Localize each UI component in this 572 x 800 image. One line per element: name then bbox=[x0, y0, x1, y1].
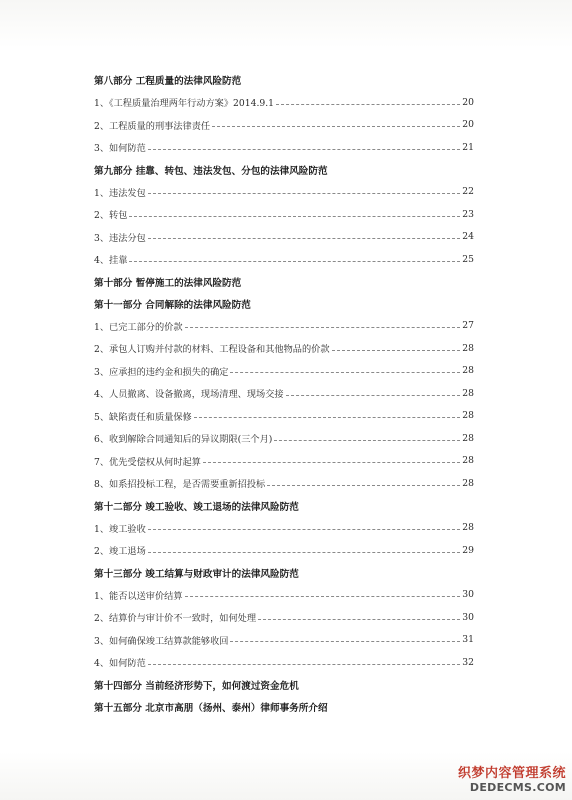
watermark-title: 织梦内容管理系统 bbox=[457, 766, 566, 781]
dot-leader bbox=[148, 529, 460, 530]
toc-entry-page-number: 32 bbox=[462, 656, 474, 668]
toc-entry-label: 8、如系招投标工程，是否需要重新招投标 bbox=[94, 479, 266, 490]
toc-entry bbox=[94, 587, 474, 603]
toc-entry bbox=[94, 408, 474, 424]
section-heading: 第十五部分 北京市高朋（扬州、泰州）律师事务所介绍 bbox=[94, 702, 328, 714]
dot-leader bbox=[148, 193, 460, 194]
toc-entry-page-number: 20 bbox=[462, 96, 474, 108]
section-heading: 第十三部分 竣工结算与财政审计的法律风险防范 bbox=[94, 568, 299, 580]
toc-entry-label: 3、如何防范 bbox=[94, 143, 146, 154]
toc-entry-label: 6、收到解除合同通知后的异议期限(三个月) bbox=[94, 434, 273, 445]
toc-entry bbox=[94, 520, 474, 536]
toc-entry-page-number: 28 bbox=[462, 432, 474, 444]
toc-entry-page-number: 22 bbox=[462, 186, 474, 197]
dot-leader bbox=[258, 619, 460, 620]
dot-leader bbox=[129, 261, 460, 262]
dot-leader bbox=[286, 395, 460, 396]
toc-entry bbox=[94, 363, 474, 379]
toc-entry-page-number: 27 bbox=[462, 320, 474, 331]
toc-entry-page-number: 28 bbox=[462, 455, 474, 466]
section-heading: 第十四部分 当前经济形势下，如何渡过资金危机 bbox=[94, 680, 299, 692]
toc-entry bbox=[94, 453, 474, 469]
toc-entry-page-number: 30 bbox=[462, 589, 474, 600]
dot-leader bbox=[148, 238, 460, 239]
toc-entry-label: 1、违法发包 bbox=[94, 187, 146, 199]
toc-entry-label: 1、能否以送审价结算 bbox=[94, 590, 183, 602]
toc-entry bbox=[94, 385, 474, 401]
toc-entry bbox=[94, 184, 474, 200]
toc-entry-label: 2、结算价与审计价不一致时，如何处理 bbox=[94, 613, 257, 624]
toc-entry bbox=[94, 251, 474, 267]
dot-leader bbox=[148, 664, 460, 665]
toc-entry bbox=[94, 542, 474, 558]
toc-entry bbox=[94, 139, 474, 155]
section-heading: 第十部分 暂停施工的法律风险防范 bbox=[94, 277, 242, 289]
toc-entry-page-number: 23 bbox=[462, 208, 474, 220]
toc-entry-page-number: 28 bbox=[462, 477, 474, 489]
toc-entry-label: 1、已完工部分的价款 bbox=[94, 321, 183, 333]
dot-leader bbox=[148, 149, 460, 150]
toc-entry-label: 3、应承担的违约金和损失的确定 bbox=[94, 366, 229, 378]
toc-entry-label: 1、竣工验收 bbox=[94, 523, 146, 535]
toc-entry-page-number: 21 bbox=[462, 141, 474, 153]
toc-entry-label: 3、违法分包 bbox=[94, 232, 146, 244]
dot-leader bbox=[185, 327, 460, 328]
section-heading: 第十二部分 竣工验收、竣工退场的法律风险防范 bbox=[94, 501, 299, 513]
toc-entry-label: 4、挂靠 bbox=[94, 255, 128, 266]
toc-entry-page-number: 29 bbox=[462, 544, 474, 556]
toc-entry bbox=[94, 318, 474, 334]
watermark bbox=[458, 762, 566, 794]
section-heading: 第八部分 工程质量的法律风险防范 bbox=[94, 76, 242, 87]
watermark-domain: DEDECMS.COM bbox=[469, 781, 566, 794]
toc-entry-label: 4、如何防范 bbox=[94, 658, 146, 669]
toc-entry-page-number: 31 bbox=[462, 634, 474, 645]
toc-entry bbox=[94, 206, 474, 222]
toc-entry bbox=[94, 229, 474, 245]
toc-entry-label: 2、转包 bbox=[94, 210, 128, 221]
toc-entry bbox=[94, 94, 474, 110]
dot-leader bbox=[230, 372, 460, 373]
toc-entry-page-number: 24 bbox=[462, 231, 474, 242]
toc-entry bbox=[94, 654, 474, 670]
dot-leader bbox=[212, 126, 460, 127]
toc-entry-label: 2、承包人订购并付款的材料、工程设备和其他物品的价款 bbox=[94, 344, 330, 355]
toc-entry bbox=[94, 632, 474, 648]
toc-entry-label: 1、《工程质量治理两年行动方案》2014.9.1 bbox=[94, 98, 274, 109]
dot-leader bbox=[267, 485, 460, 486]
dot-leader bbox=[276, 104, 460, 105]
dot-leader bbox=[230, 641, 460, 642]
dot-leader bbox=[274, 440, 460, 441]
toc-entry-page-number: 30 bbox=[462, 611, 474, 623]
section-heading: 第九部分 挂靠、转包、违法发包、分包的法律风险防范 bbox=[94, 165, 328, 177]
toc-entry bbox=[94, 117, 474, 133]
toc-entry-page-number: 28 bbox=[462, 365, 474, 376]
dot-leader bbox=[203, 462, 460, 463]
toc-entry-label: 4、人员撤离、设备撤离，现场清理、现场交接 bbox=[94, 389, 284, 400]
toc-entry-page-number: 25 bbox=[462, 253, 474, 265]
toc-entry-page-number: 28 bbox=[462, 342, 474, 354]
dot-leader bbox=[194, 417, 460, 418]
toc-entry-page-number: 20 bbox=[462, 119, 474, 130]
dot-leader bbox=[129, 216, 460, 217]
toc-entry bbox=[94, 340, 474, 356]
toc-entry-label: 2、竣工退场 bbox=[94, 546, 146, 557]
toc-entry-label: 7、优先受偿权从何时起算 bbox=[94, 456, 201, 468]
toc-entry-label: 5、缺陷责任和质量保修 bbox=[94, 411, 192, 423]
toc-entry bbox=[94, 475, 474, 491]
toc-entry bbox=[94, 430, 474, 446]
toc-entry-page-number: 28 bbox=[462, 387, 474, 399]
toc-entry bbox=[94, 609, 474, 625]
dot-leader bbox=[148, 552, 460, 553]
dot-leader bbox=[332, 350, 460, 351]
toc-entry-page-number: 28 bbox=[462, 522, 474, 533]
toc-entry-label: 3、如何确保竣工结算款能够收回 bbox=[94, 635, 229, 647]
dot-leader bbox=[185, 596, 460, 597]
toc-entry-label: 2、工程质量的刑事法律责任 bbox=[94, 120, 211, 132]
toc-entry-page-number: 28 bbox=[462, 410, 474, 421]
section-heading: 第十一部分 合同解除的法律风险防范 bbox=[94, 299, 251, 311]
